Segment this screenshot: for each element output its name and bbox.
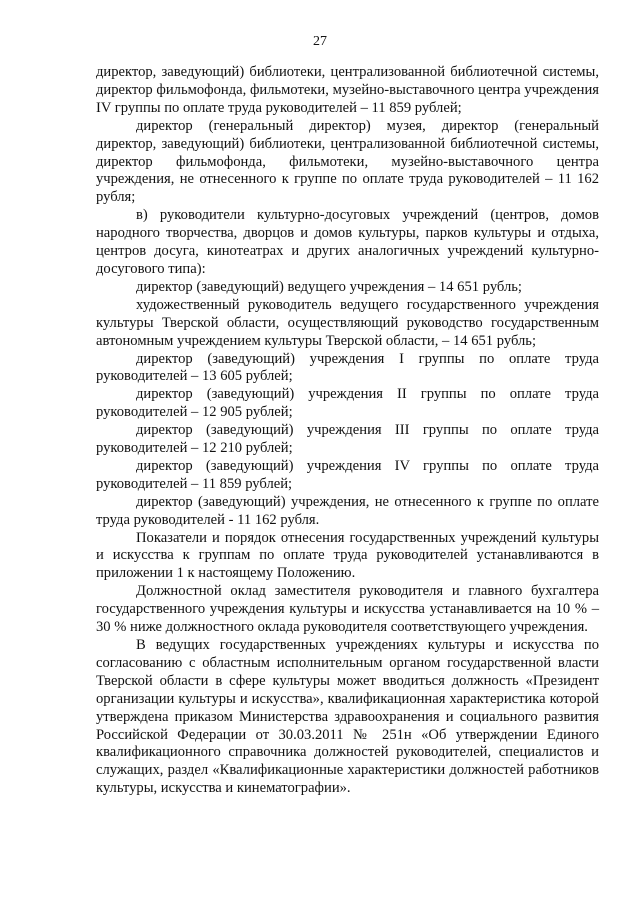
- paragraph-continuation: директор, заведующий) библиотеки, централизованной библиотечной системы, директор фильмофонда, фильмотеки, музейно-выставочного центра учреждения IV группы по оплате труда руководителей – 11 859 рублей;: [96, 64, 599, 116]
- paragraph: в) руководители культурно-досуговых учреждений (центров, домов народного творчества, дворцов и домов культуры, парков культуры и отдыха, центров досуга, кинотеатрах и других аналогичных учреждений культурно-досугового типа):: [96, 207, 599, 277]
- paragraph: директор (заведующий) учреждения IV группы по оплате труда руководителей – 11 859 рублей;: [96, 457, 599, 492]
- paragraph: директор (генеральный директор) музея, директор (генеральный директор, заведующий) библиотеки, централизованной библиотечной системы, директор фильмофонда, фильмотеки, музейно-выставочного центра учреждения, не отнесенного к группе по оплате труда руководителей – 11 162 рубля;: [96, 117, 599, 206]
- paragraph: директор (заведующий) учреждения I группы по оплате труда руководителей – 13 605 рублей;: [96, 350, 599, 385]
- paragraph: директор (заведующий) ведущего учреждения – 14 651 рубль;: [136, 278, 522, 295]
- page-number: 27: [313, 34, 327, 49]
- paragraph: художественный руководитель ведущего государственного учреждения культуры Тверской области, осуществляющий руководство государственным автономным учреждением культуры Тверской области, – 14 651 рубль;: [96, 296, 599, 349]
- document-body: [96, 64, 599, 798]
- paragraph: директор (заведующий) учреждения, не отнесенного к группе по оплате труда руководителей - 11 162 рубля.: [96, 493, 599, 528]
- paragraph: В ведущих государственных учреждениях культуры и искусства по согласованию с областным исполнительным органом государственной власти Тверской области в сфере культуры может вводиться должность «Президент организации культуры и искусства», квалификационная характеристика которой утверждена приказом Министерства здравоохранения и социального развития Российской Федерации от 30.03.2011 № 251н «Об утверждении Единого квалификационного справочника должностей руководителей, специалистов и служащих, раздел «Квалификационные характеристики должностей работников культуры, искусства и кинематографии».: [96, 637, 599, 797]
- paragraph: директор (заведующий) учреждения III группы по оплате труда руководителей – 12 210 рублей;: [96, 422, 599, 457]
- paragraph: директор (заведующий) учреждения II группы по оплате труда руководителей – 12 905 рублей;: [96, 386, 599, 421]
- paragraph: Показатели и порядок отнесения государственных учреждений культуры и искусства к группам по оплате труда руководителей устанавливаются в приложении 1 к настоящему Положению.: [96, 529, 599, 582]
- paragraph: Должностной оклад заместителя руководителя и главного бухгалтера государственного учреждения культуры и искусства устанавливается на 10 % – 30 % ниже должностного оклада руководителя соответствующего учреждения.: [96, 583, 599, 636]
